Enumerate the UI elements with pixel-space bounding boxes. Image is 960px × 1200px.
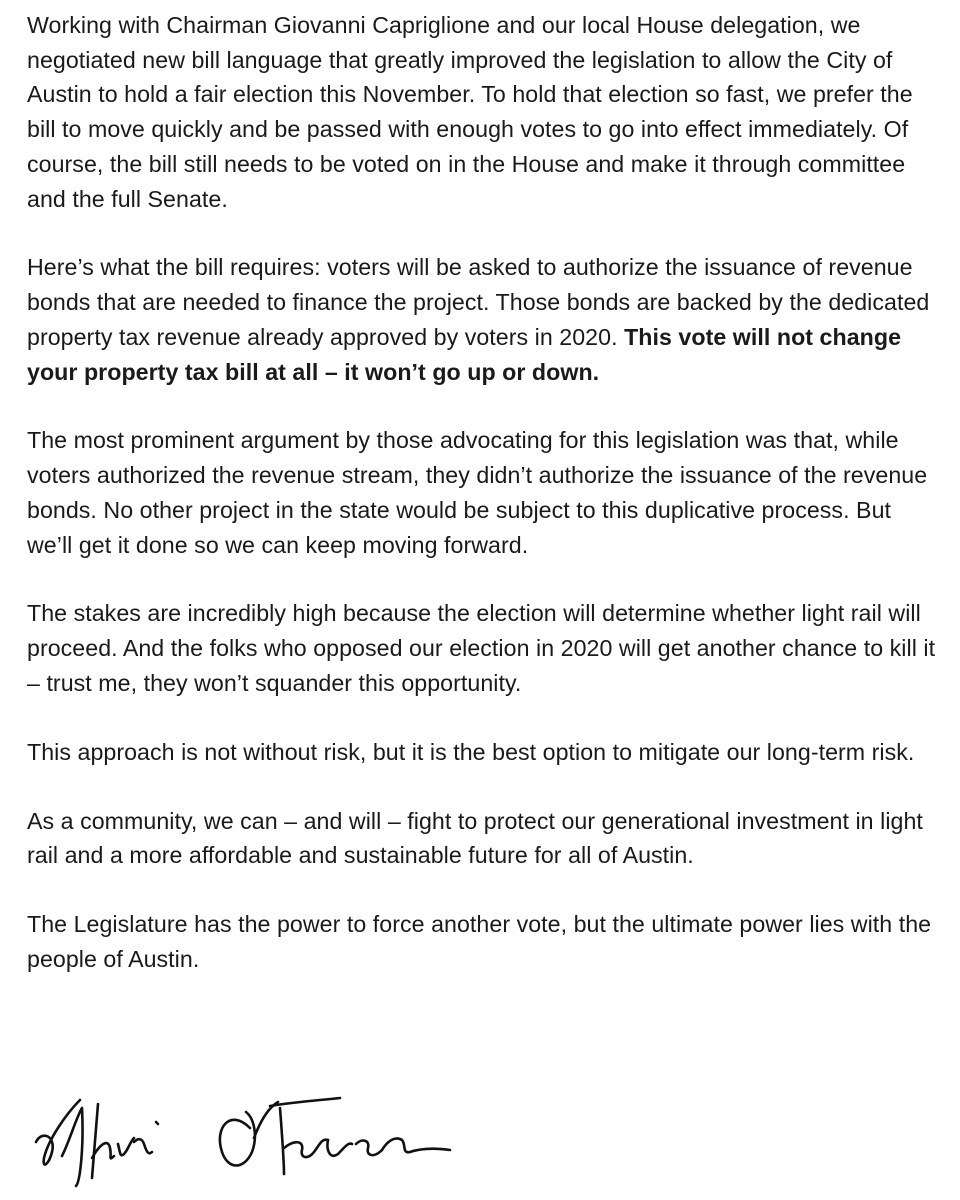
paragraph-text: Here’s what the bill requires: voters will be asked to authorize the issuance of revenue bonds that are needed to finance the project. Those bonds are backed by the dedicated property tax revenue already approved by voters in 2020. [27, 254, 930, 350]
letter-body [27, 8, 942, 1011]
paragraph-risk [27, 735, 942, 770]
paragraph-stakes [27, 596, 942, 700]
paragraph-legislature [27, 907, 942, 976]
paragraph-argument [27, 423, 942, 562]
paragraph-bill-requirements [27, 250, 942, 389]
paragraph-bill-negotiation [27, 8, 942, 216]
paragraph-text: The most prominent argument by those advocating for this legislation was that, while voters authorized the revenue stream, they didn’t authorize the issuance of the revenue bonds. No other project in the state would be subject to this duplicative process. But we’ll get it done so we can keep moving forward. [27, 427, 928, 558]
paragraph-text: This approach is not without risk, but it is the best option to mitigate our long-term risk. [27, 738, 915, 765]
signature-drawing [22, 1078, 462, 1190]
paragraph-text: As a community, we can – and will – fight to protect our generational investment in light rail and a more affordable and sustainable future for all of Austin. [27, 807, 923, 869]
paragraph-community [27, 804, 942, 873]
paragraph-text: The stakes are incredibly high because the election will determine whether light rail will proceed. And the folks who opposed our election in 2020 will get another chance to kill it – trust me, they won’t squander this opportunity. [27, 600, 936, 696]
paragraph-text: Working with Chairman Giovanni Capriglione and our local House delegation, we negotiated new bill language that greatly improved the legislation to allow the City of Austin to hold a fair election this November. To hold that election so fast, we prefer the bill to move quickly and be passed with enough votes to go into effect immediately. Of course, the bill still needs to be voted on in the House and make it through committee and the full Senate. [27, 12, 913, 212]
handwritten-signature [22, 1078, 462, 1190]
paragraph-text: The Legislature has the power to force another vote, but the ultimate power lies with the people of Austin. [27, 911, 932, 972]
bold-tax-statement: This vote will not change your property tax bill at all – it won’t go up or down. [27, 323, 902, 385]
